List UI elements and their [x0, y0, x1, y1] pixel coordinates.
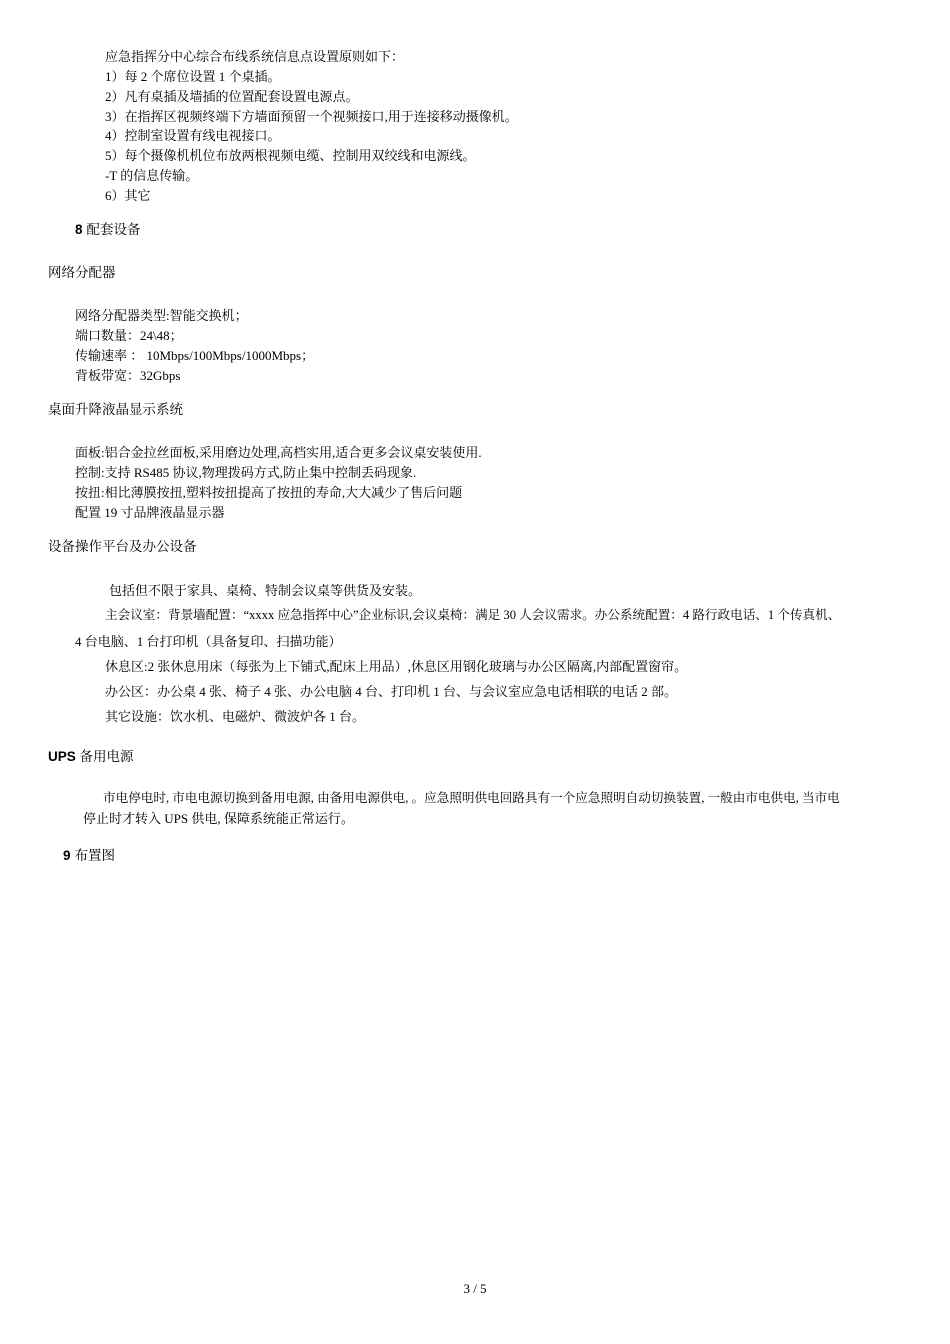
intro-lead: 应急指挥分中心综合布线系统信息点设置原则如下：: [105, 49, 405, 64]
section-9-heading: [63, 846, 115, 866]
network-line-1: 网络分配器类型:智能交换机；: [75, 308, 248, 323]
page-number: 3 / 5: [463, 1281, 487, 1296]
office-line-5: 其它设施：饮水机、电磁炉、微波炉各 1 台。: [105, 709, 366, 724]
ups-heading: [48, 747, 134, 767]
section-9-number: 9: [63, 848, 71, 863]
ups-line-1: 市电停电时, 市电电源切换到备用电源, 由备用电源供电, 。应急照明供电回路具有一个应急照明自动切换装置, 一般由市电供电, 当市电: [103, 791, 840, 805]
intro-item-5: 5）每个摄像机机位布放两根视频电缆、控制用双绞线和电源线。: [105, 148, 476, 163]
office-line-2b: 4 台电脑、1 台打印机（具备复印、扫描功能）: [75, 634, 342, 649]
section-9-title: 布置图: [74, 848, 116, 863]
network-heading: 网络分配器: [48, 265, 116, 280]
lcd-line-1: 面板:铝合金拉丝面板,采用磨边处理,高档实用,适合更多会议桌安装使用.: [75, 445, 482, 460]
lcd-line-4: 配置 19 寸品牌液晶显示器: [75, 505, 225, 520]
office-line-3: 休息区:2 张休息用床（每张为上下铺式,配床上用品）,休息区用钢化玻璃与办公区隔离,内部配置窗帘。: [105, 659, 688, 674]
intro-item-4: 4）控制室设置有线电视接口。: [105, 128, 281, 143]
office-line-2a: 主会议室：背景墙配置：“xxxx 应急指挥中心”企业标识,会议桌椅：满足 30 人会议需求。办公系统配置：4 路行政电话、1 个传真机、: [105, 608, 841, 622]
intro-item-6: -T 的信息传输。: [105, 168, 199, 183]
section-8-title: 配套设备: [86, 222, 141, 237]
lcd-heading: 桌面升降液晶显示系统: [48, 402, 183, 417]
lcd-line-3: 按扭:相比薄膜按扭,塑料按扭提高了按扭的寿命,大大减少了售后问题: [75, 485, 463, 500]
office-heading: 设备操作平台及办公设备: [48, 539, 197, 554]
network-line-3: 传输速率 ： 10Mbps/100Mbps/1000Mbps；: [75, 348, 315, 363]
section-8-heading: [75, 220, 141, 240]
ups-heading-bold: UPS: [48, 749, 76, 764]
lcd-line-2: 控制:支持 RS485 协议,物理拨码方式,防止集中控制丢码现象.: [75, 465, 417, 480]
ups-line-2: 停止时才转入 UPS 供电, 保障系统能正常运行。: [83, 811, 354, 826]
network-line-4: 背板带宽：32Gbps: [75, 368, 181, 383]
intro-item-7: 6）其它: [105, 188, 151, 203]
section-8-number: 8: [75, 222, 83, 237]
office-line-1: 包括但不限于家具、桌椅、特制会议桌等供货及安装。: [109, 583, 422, 598]
intro-item-1: 1）每 2 个席位设置 1 个桌插。: [105, 69, 281, 84]
office-line-4: 办公区：办公桌 4 张、椅子 4 张、办公电脑 4 台、打印机 1 台、与会议室应急电话相联的电话 2 部。: [105, 684, 678, 699]
intro-item-3: 3）在指挥区视频终端下方墙面预留一个视频接口,用于连接移动摄像机。: [105, 109, 518, 124]
intro-item-2: 2）凡有桌插及墙插的位置配套设置电源点。: [105, 89, 359, 104]
ups-heading-rest: 备用电源: [79, 749, 134, 764]
network-line-2: 端口数量：24\48；: [75, 328, 183, 343]
